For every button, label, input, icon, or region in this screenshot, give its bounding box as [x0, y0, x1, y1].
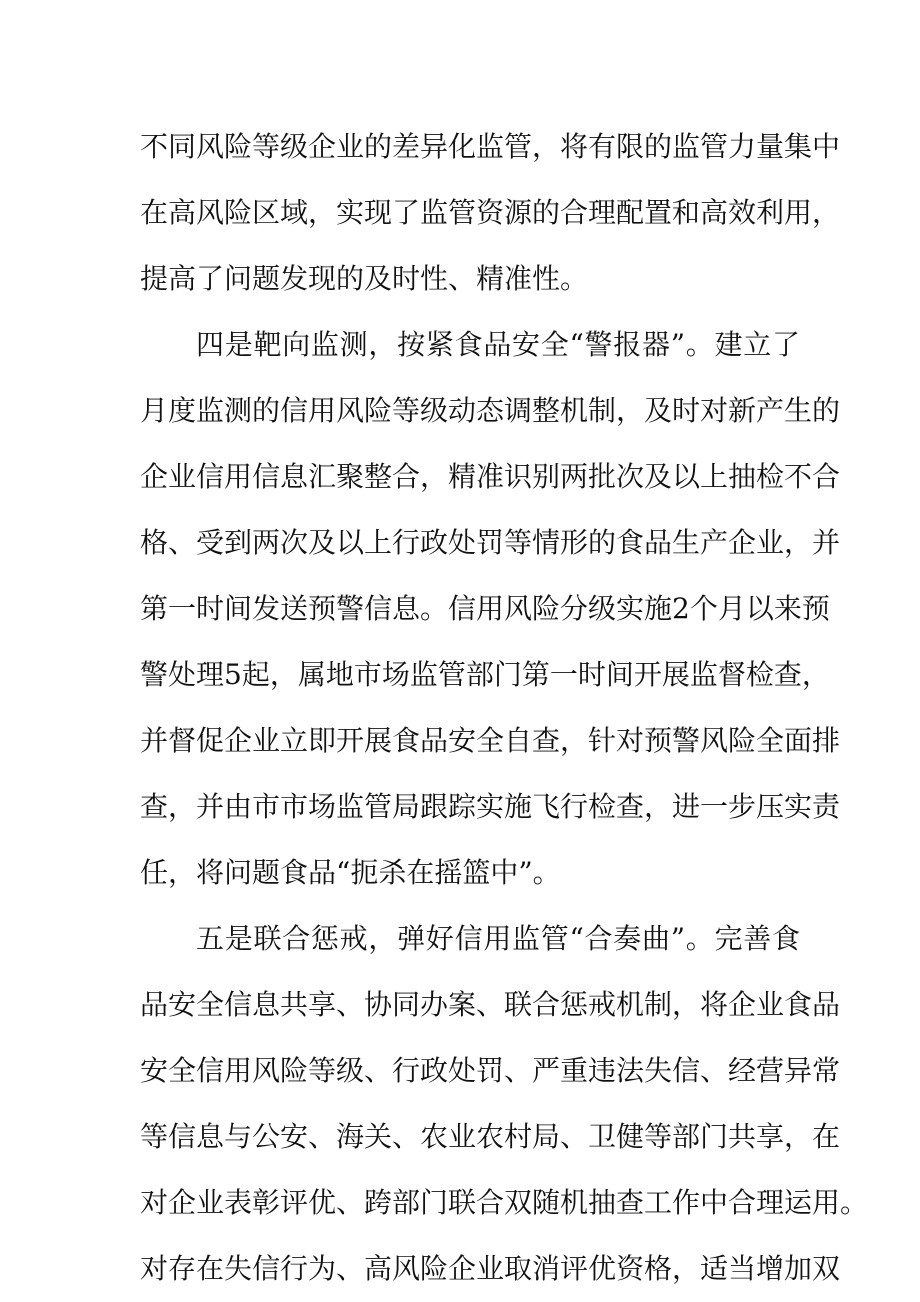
text-line: 品安全信息共享、协同办案、联合惩戒机制，将企业食品	[140, 988, 841, 1021]
text-line: 企业信用信息汇聚整合，精准识别两批次及以上抽检不合	[140, 460, 841, 493]
text-line: 对存在失信行为、高风险企业取消评优资格，适当增加双	[140, 1252, 841, 1285]
document-body	[140, 114, 869, 1302]
text-line: 第一时间发送预警信息。信用风险分级实施2个月以来预	[140, 592, 830, 625]
text-line: 五是联合惩戒，弹好信用监管“合奏曲”。完善食	[196, 922, 800, 955]
text-line: 提高了问题发现的及时性、精准性。	[140, 262, 589, 295]
text-line: 月度监测的信用风险等级动态调整机制，及时对新产生的	[140, 394, 841, 427]
text-line: 任，将问题食品“扼杀在摇篮中”。	[140, 856, 561, 889]
text-line: 查，并由市市场监管局跟踪实施飞行检查，进一步压实责	[140, 790, 841, 823]
paragraph-1	[140, 114, 841, 312]
text-line: 并督促企业立即开展食品安全自查，针对预警风险全面排	[140, 724, 841, 757]
text-line: 不同风险等级企业的差异化监管，将有限的监管力量集中	[140, 130, 841, 163]
paragraph-2	[140, 312, 841, 906]
text-line: 在高风险区域，实现了监管资源的合理配置和高效利用，	[140, 196, 841, 229]
text-line: 对企业表彰评优、跨部门联合双随机抽查工作中合理运用。	[140, 1186, 869, 1219]
text-line: 四是靶向监测，按紧食品安全“警报器”。建立了	[196, 328, 800, 361]
paragraph-3	[140, 906, 869, 1302]
text-line: 格、受到两次及以上行政处罚等情形的食品生产企业，并	[140, 526, 841, 559]
text-line: 警处理5起，属地市场监管部门第一时间开展监督检查，	[140, 658, 830, 691]
text-line: 等信息与公安、海关、农业农村局、卫健等部门共享，在	[140, 1120, 841, 1153]
text-line: 安全信用风险等级、行政处罚、严重违法失信、经营异常	[140, 1054, 841, 1087]
